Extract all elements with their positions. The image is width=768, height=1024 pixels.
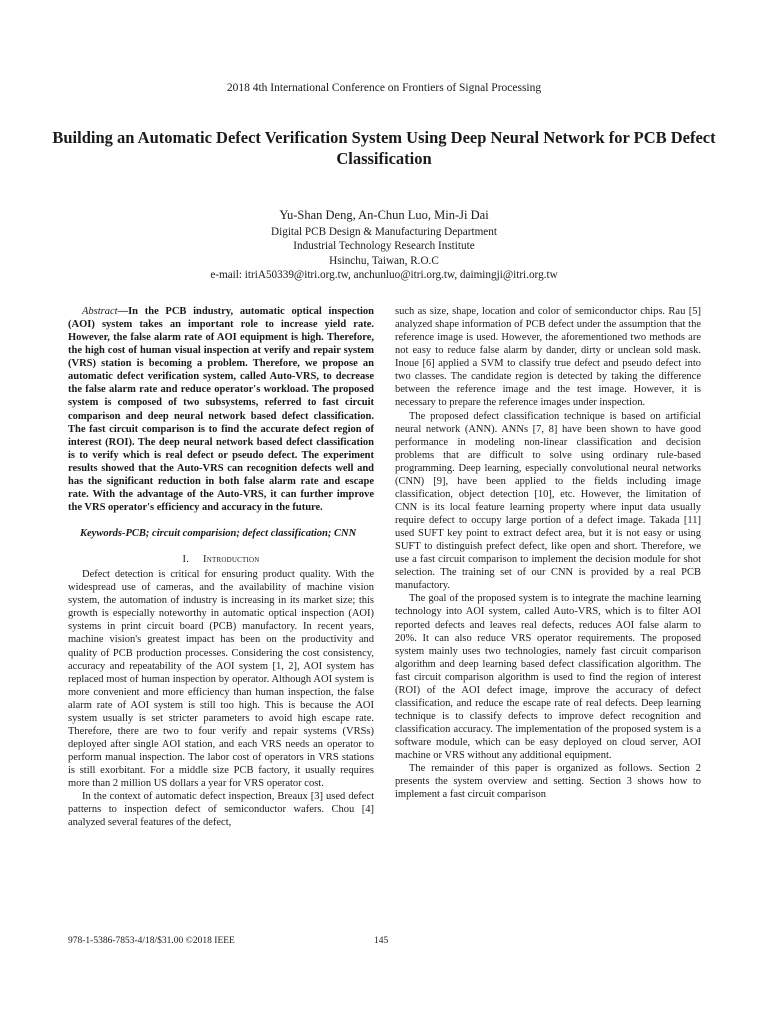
authors: Yu-Shan Deng, An-Chun Luo, Min-Ji Dai [279,208,489,222]
body-paragraph: The remainder of this paper is organized as follows. Section 2 presents the system overview and setting. Section 3 shows how to implement a fast circuit comparison [395,763,701,801]
section-number: I. [182,554,190,566]
page-number: 145 [374,936,389,946]
body-paragraph: The proposed defect classification technique is based on artificial neural network (ANN). ANNs [7, 8] have been shown to have good performance in modeling non-linear classification and decision problems that are difficult to solve using ordinary rule-based programming. Deep learning, especially convolutional neural networks (CNN) [9], have been applied to the fields including image classification, object detection [10], etc. However, the limitation of CNN is its local feature learning property where input data usually require defect to occupy large portion of a defect image. Takada [11] used SUFT key point to extract defect area, but it is not easy or using SUFT to distinguish prefect defect, like open and short. Therefore, we use a fast circuit comparison to implement the decision module for shot selection. The training set of our CNN is provided by a real PCB manufactory. [395,410,701,592]
keywords: Keywords-PCB; circuit comparision; defect classification; CNN [80,528,357,539]
affiliation-emails: e-mail: itriA50339@itri.org.tw, anchunluo@itri.org.tw, daimingji@itri.org.tw [210,268,558,281]
body-paragraph: Defect detection is critical for ensuring product quality. With the widespread use of cameras, and the availability of machine vision system, the automation of industry is increasing in its market size; this growth is especially noteworthy in automatic optical inspection (AOI) systems in print circuit board (PCB) manufactory. In recent years, machine vision's greatest impact has been on the productivity and quality of PCB production processes. Considering the cost consistency, accuracy and repeatability of the AOI system [1, 2], AOI system has replaced most of human inspection by operator. Although AOI system is more convenient and more efficiency than human inspection, the false alarm rate of AOI system is still too high. This is because the AOI system usually is set stricter parameters to avoid high escape rate. Therefore, there are two to four verify and repair systems (VRSs) deployed after single AOI station, and each VRS needs an operator to perform manual inspection. The labor cost of operators in VRS stations is still exorbitant. For a middle size PCB factory, it usually requires more than 2 million US dollars a year for VRS operator cost. [68,569,374,790]
body-paragraph: In the context of automatic defect inspection, Breaux [3] used defect patterns to inspection defect of semiconductor wafers. Chou [4] analyzed several features of the defect, [68,791,374,829]
affiliation-institute: Industrial Technology Research Institute [293,240,475,253]
right-column [395,305,701,801]
abstract-text: In the PCB industry, automatic optical inspection (AOI) system takes an important role to increase yield rate. However, the false alarm rate of AOI equipment is high. Therefore, the high cost of human visual inspection at verify and repair system (VRS) station is becoming a problem. Therefore, we propose an automatic defect verification system, called Auto-VRS, to decrease the false alarm rate and reduce operator's workload. The proposed system is composed of two subsystems, referred to fast circuit comparison and deep neural network based defect classification. The fast circuit comparison is to find the accurate defect region of interest (ROI). The deep neural network based defect classification is to verify which is real defect or pseudo defect. The experiment results showed that the Auto-VRS can recognition defects well and has the significant reduction in both false alarm rate and escape rate. With the advantage of the Auto-VRS, it can further improve the VRS operator's efficiency and accuracy in the future. [68,306,374,513]
abstract-dash: — [117,306,129,317]
paper-title: Building an Automatic Defect Verification System Using Deep Neural Network for PCB Defect Classification [52,128,716,168]
affiliation-department: Digital PCB Design & Manufacturing Department [271,226,497,238]
abstract-label: Abstract [82,306,118,317]
conference-header: 2018 4th International Conference on Frontiers of Signal Processing [226,82,542,94]
affiliation-block [0,225,768,282]
abstract [68,305,374,514]
section-title: Introduction [203,554,260,566]
left-column [68,305,374,829]
body-paragraph: The goal of the proposed system is to integrate the machine learning technology into AOI system, called Auto-VRS, which is to filter AOI reported defects and leaves real defects, reduces AOI false alarm to 20%. It can also reduce VRS operator requirements. The proposed system mainly uses two technologies, namely fast circuit comparison algorithm and deep learning based defect classification algorithm. The fast circuit comparison algorithm is used to find the region of interest (ROI) of the AOI defect image, improve the accuracy of defect classification, and reduce the escape rate of real defects. Deep learning technique is to classify defects to improve defect recognition and classification accuracy. The implementation of the proposed system is a software module, which can be easy deployed on cloud server, AOI machine or VRS without any additional equipment. [395,593,701,762]
body-paragraph: such as size, shape, location and color of semiconductor chips. Rau [5] analyzed shape information of PCB defect under the assumption that the reference image is used. However, the aforementioned two methods are not easy to reduce false alarm by dander, dirty or unclean sold mask. Inoue [6] applied a SVM to classify true defect and pseudo defect into two classes. The candidate region is detected by taking the difference between the reference image and the test image. However, it is necessary to prepare the reference images under inspection. [395,306,701,409]
section-heading-introduction [68,553,374,566]
footer-isbn: 978-1-5386-7853-4/18/$31.00 ©2018 IEEE [68,936,235,946]
affiliation-location: Hsinchu, Taiwan, R.O.C [329,254,439,267]
